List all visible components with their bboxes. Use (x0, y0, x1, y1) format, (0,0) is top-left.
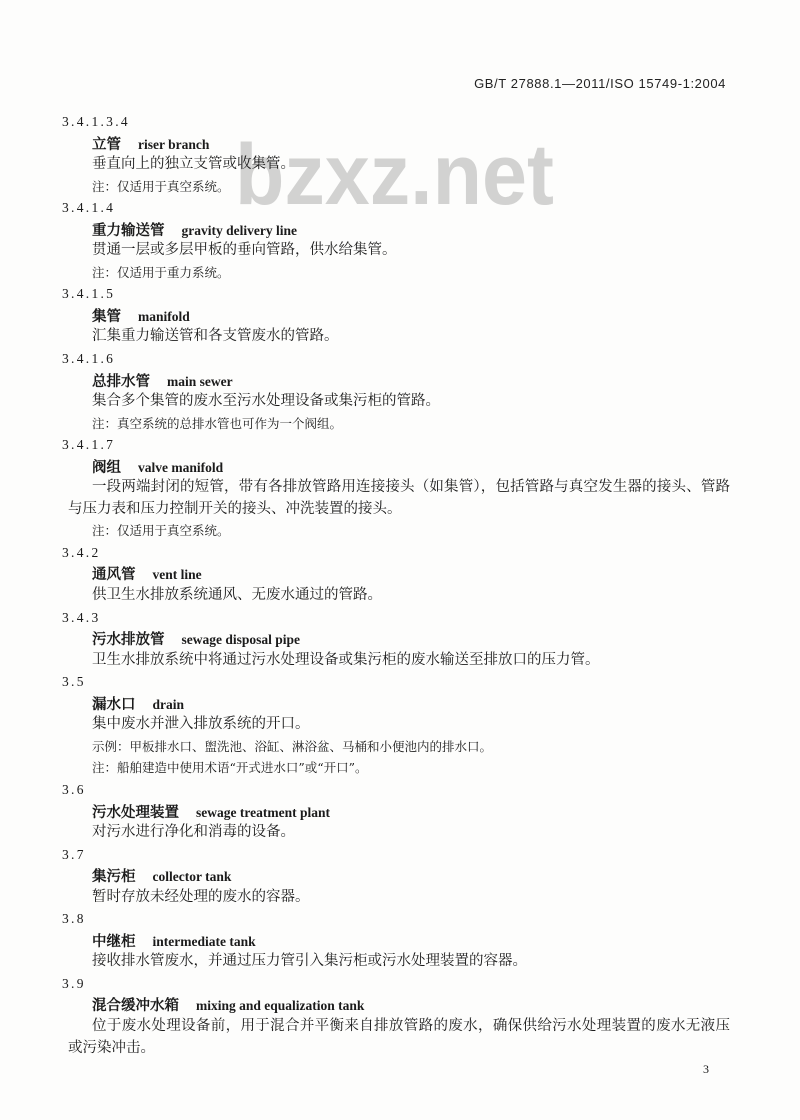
watermark: bzxz.net (235, 127, 554, 223)
definition-line: 暂时存放未经处理的废水的容器。 (92, 888, 310, 905)
term-english: riser branch (138, 136, 210, 152)
term-entry (0, 542, 800, 607)
term-english: mixing and equalization tank (196, 998, 365, 1014)
term-entry (0, 779, 800, 844)
section-number: 3.4.1.7 (62, 437, 116, 453)
term-entry (0, 671, 800, 779)
section-number: 3.4.1.3.4 (62, 114, 130, 129)
term-heading (0, 994, 800, 1016)
term-english: vent line (152, 567, 202, 583)
term-english: sewage disposal pipe (181, 632, 301, 648)
definition-line: 汇集重力输送管和各支管废水的管路。 (92, 328, 339, 345)
term-heading (0, 801, 800, 823)
term-chinese: 污水处理装置 (92, 804, 179, 821)
definition-line: 集中废水并泄入排放系统的开口。 (92, 716, 310, 733)
term-entry (0, 607, 800, 672)
definition-line: 垂直向上的独立支管或收集管。 (92, 156, 295, 173)
term-entry (0, 844, 800, 909)
section-number: 3.4.1.4 (62, 200, 116, 216)
term-heading (0, 930, 800, 952)
term-chinese: 阀组 (92, 459, 121, 476)
section-number: 3.9 (62, 975, 86, 991)
note-line: 注：仅适用于重力系统。 (92, 264, 230, 280)
term-english: collector tank (152, 869, 232, 885)
section-number: 3.7 (62, 846, 86, 862)
term-english: drain (152, 696, 185, 712)
definition-line: 卫生水排放系统中将通过污水处理设备或集污柜的废水输送至排放口的压力管。 (92, 651, 600, 668)
note-line: 注：真空系统的总排水管也可作为一个阀组。 (92, 415, 343, 431)
term-entry (0, 973, 800, 1059)
term-entry (0, 348, 800, 434)
term-chinese: 集管 (92, 308, 121, 325)
standard-code-header: GB/T 27888.1—2011/ISO 15749-1:2004 (474, 76, 726, 91)
section-number: 3.4.2 (62, 544, 101, 560)
term-entry (0, 197, 800, 283)
term-english: valve manifold (138, 459, 224, 475)
term-chinese: 漏水口 (92, 696, 136, 713)
term-chinese: 污水排放管 (92, 632, 165, 649)
section-number: 3.6 (62, 781, 86, 797)
term-heading (0, 693, 800, 715)
term-heading (0, 133, 800, 155)
term-entry (0, 908, 800, 973)
note-line: 注：仅适用于真空系统。 (92, 523, 230, 539)
term-heading (0, 305, 800, 327)
term-entry (0, 111, 800, 197)
definition-line: 接收排水管废水，并通过压力管引入集污柜或污水处理装置的容器。 (92, 953, 527, 970)
page-number: 3 (703, 1062, 709, 1076)
definition-line: 对污水进行净化和消毒的设备。 (92, 824, 295, 841)
term-chinese: 中继柜 (92, 933, 136, 950)
term-chinese: 总排水管 (92, 373, 150, 390)
term-english: gravity delivery line (181, 222, 297, 238)
term-english: manifold (138, 308, 190, 324)
definition-line: 或污染冲击。 (68, 1039, 155, 1056)
term-heading (0, 219, 800, 241)
section-number: 3.4.1.6 (62, 351, 116, 367)
term-english: intermediate tank (152, 933, 256, 949)
term-chinese: 通风管 (92, 567, 136, 584)
term-heading (0, 628, 800, 650)
example-line: 示例：甲板排水口、盥洗池、浴缸、淋浴盆、马桶和小便池内的排水口。 (92, 738, 493, 754)
term-entry (0, 283, 800, 348)
note-line: 注：仅适用于真空系统。 (92, 178, 230, 194)
term-chinese: 混合缓冲水箱 (92, 998, 179, 1015)
definition-line: 一段两端封闭的短管，带有各排放管路用连接接头（如集管），包括管路与真空发生器的接头、管路 (92, 479, 730, 496)
term-chinese: 立管 (92, 136, 121, 153)
definition-line: 位于废水处理设备前，用于混合并平衡来自排放管路的废水，确保供给污水处理装置的废水无液压 (92, 1017, 730, 1034)
term-english: main sewer (167, 373, 233, 389)
definition-line: 贯通一层或多层甲板的垂向管路，供水给集管。 (92, 242, 397, 259)
definition-line: 集合多个集管的废水至污水处理设备或集污柜的管路。 (92, 393, 440, 410)
term-list (0, 111, 800, 1059)
term-heading (0, 456, 800, 478)
term-chinese: 集污柜 (92, 869, 136, 886)
term-chinese: 重力输送管 (92, 222, 165, 239)
section-number: 3.4.3 (62, 609, 101, 625)
term-english: sewage treatment plant (196, 804, 330, 820)
definition-line: 与压力表和压力控制开关的接头、冲洗装置的接头。 (68, 500, 402, 517)
section-number: 3.4.1.5 (62, 286, 116, 302)
note-line: 注：船舶建造中使用术语“开式进水口”或“开口”。 (92, 760, 368, 776)
term-heading (0, 370, 800, 392)
section-number: 3.5 (62, 674, 86, 690)
definition-line: 供卫生水排放系统通风、无废水通过的管路。 (92, 587, 382, 604)
section-number: 3.8 (62, 911, 86, 927)
term-entry (0, 434, 800, 542)
term-heading (0, 865, 800, 887)
term-heading (0, 563, 800, 585)
